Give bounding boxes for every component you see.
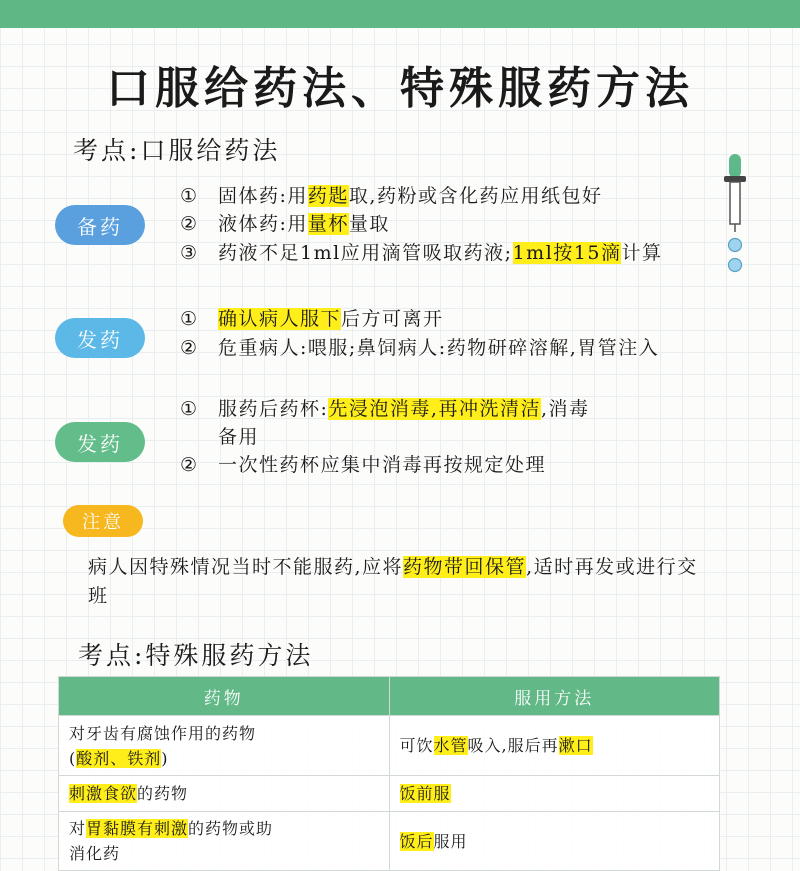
header-drug: 药物 — [59, 677, 390, 716]
text-segment: 后方可离开 — [341, 308, 444, 330]
item-number: ② — [180, 337, 199, 359]
note-badge: 注意 — [63, 505, 143, 537]
text-segment: 病人因特殊情况当时不能服药,应将 — [88, 556, 404, 578]
drug-cell — [59, 776, 390, 812]
text-segment: 的药物 — [137, 784, 189, 803]
method-cell — [389, 812, 720, 871]
pill-prepare: 备药 — [55, 205, 145, 245]
list-item — [180, 211, 390, 237]
text-segment: ,适时再发或进行交班 — [88, 556, 698, 607]
highlight-text: 先浸泡消毒,再冲洗清洁 — [328, 398, 541, 420]
highlight-text: 酸剂、铁剂 — [76, 748, 162, 768]
item-number: ② — [180, 213, 199, 235]
list-item — [180, 452, 546, 478]
section-heading-oral: 考点:口服给药法 — [73, 136, 281, 165]
pill-dispense-2: 发药 — [55, 422, 145, 462]
special-method-table — [58, 676, 720, 871]
text-segment: 备用 — [218, 426, 260, 448]
text-segment: ,消毒 — [540, 398, 590, 420]
text-segment: 一次性药杯应集中消毒再按规定处理 — [218, 454, 547, 476]
item-number: ① — [180, 308, 199, 330]
item-number: ① — [180, 185, 199, 207]
item-number: ② — [180, 454, 199, 476]
top-bar — [0, 0, 800, 28]
text-segment: 的药物或助 — [188, 819, 274, 838]
text-segment: ( — [69, 748, 77, 768]
text-segment: 取,药粉或含化药应用纸包好 — [348, 185, 603, 207]
list-item — [180, 306, 444, 332]
text-segment: 对牙齿有腐蚀作用的药物 — [69, 723, 257, 743]
highlight-text: 刺激食欲 — [69, 784, 138, 803]
method-cell — [389, 776, 720, 812]
text-segment: 计算 — [621, 242, 663, 264]
highlight-text: 1ml按15滴 — [512, 242, 622, 264]
text-segment: 对 — [69, 819, 87, 838]
table-row — [59, 716, 720, 776]
list-item — [180, 396, 590, 422]
item-number: ③ — [180, 242, 199, 264]
list-item — [180, 240, 662, 266]
header-method: 服用方法 — [389, 677, 720, 716]
highlight-text: 药匙 — [307, 185, 349, 207]
dropper-icon — [720, 152, 750, 277]
text-segment: 危重病人:喂服;鼻饲病人:药物研碎溶解,胃管注入 — [218, 337, 660, 359]
text-segment: 服药后药杯: — [218, 398, 329, 420]
page-title: 口服给药法、特殊服药方法 — [106, 63, 694, 114]
table-row — [59, 776, 720, 812]
item-number: ① — [180, 398, 199, 420]
list-item — [180, 183, 602, 209]
highlight-text: 漱口 — [558, 736, 593, 755]
note-paragraph — [88, 553, 698, 611]
text-segment: 服用 — [433, 831, 468, 851]
method-cell — [389, 716, 720, 776]
text-segment: 液体药:用 — [218, 213, 308, 235]
table-row — [59, 812, 720, 871]
highlight-text: 确认病人服下 — [218, 308, 342, 330]
drug-cell — [59, 716, 390, 776]
text-segment: 可饮 — [399, 736, 434, 755]
highlight-text: 药物带回保管 — [403, 556, 527, 578]
pill-dispense: 发药 — [55, 318, 145, 358]
text-segment: 量取 — [348, 213, 390, 235]
drug-cell — [59, 812, 390, 871]
text-segment: 吸入,服后再 — [467, 736, 559, 755]
text-segment: ) — [161, 748, 169, 768]
section-heading-special: 考点:特殊服药方法 — [78, 641, 314, 670]
text-segment: 消化药 — [69, 844, 121, 863]
list-item — [180, 335, 659, 361]
highlight-text: 胃黏膜有刺激 — [86, 819, 189, 838]
table-header-row — [59, 677, 720, 716]
highlight-text: 饭后 — [399, 831, 434, 851]
highlight-text: 水管 — [433, 736, 468, 755]
text-segment: 固体药:用 — [218, 185, 308, 207]
list-item — [180, 424, 259, 450]
highlight-text: 量杯 — [307, 213, 349, 235]
highlight-text: 饭前服 — [399, 784, 451, 803]
text-segment: 药液不足1ml应用滴管吸取药液; — [218, 242, 513, 264]
